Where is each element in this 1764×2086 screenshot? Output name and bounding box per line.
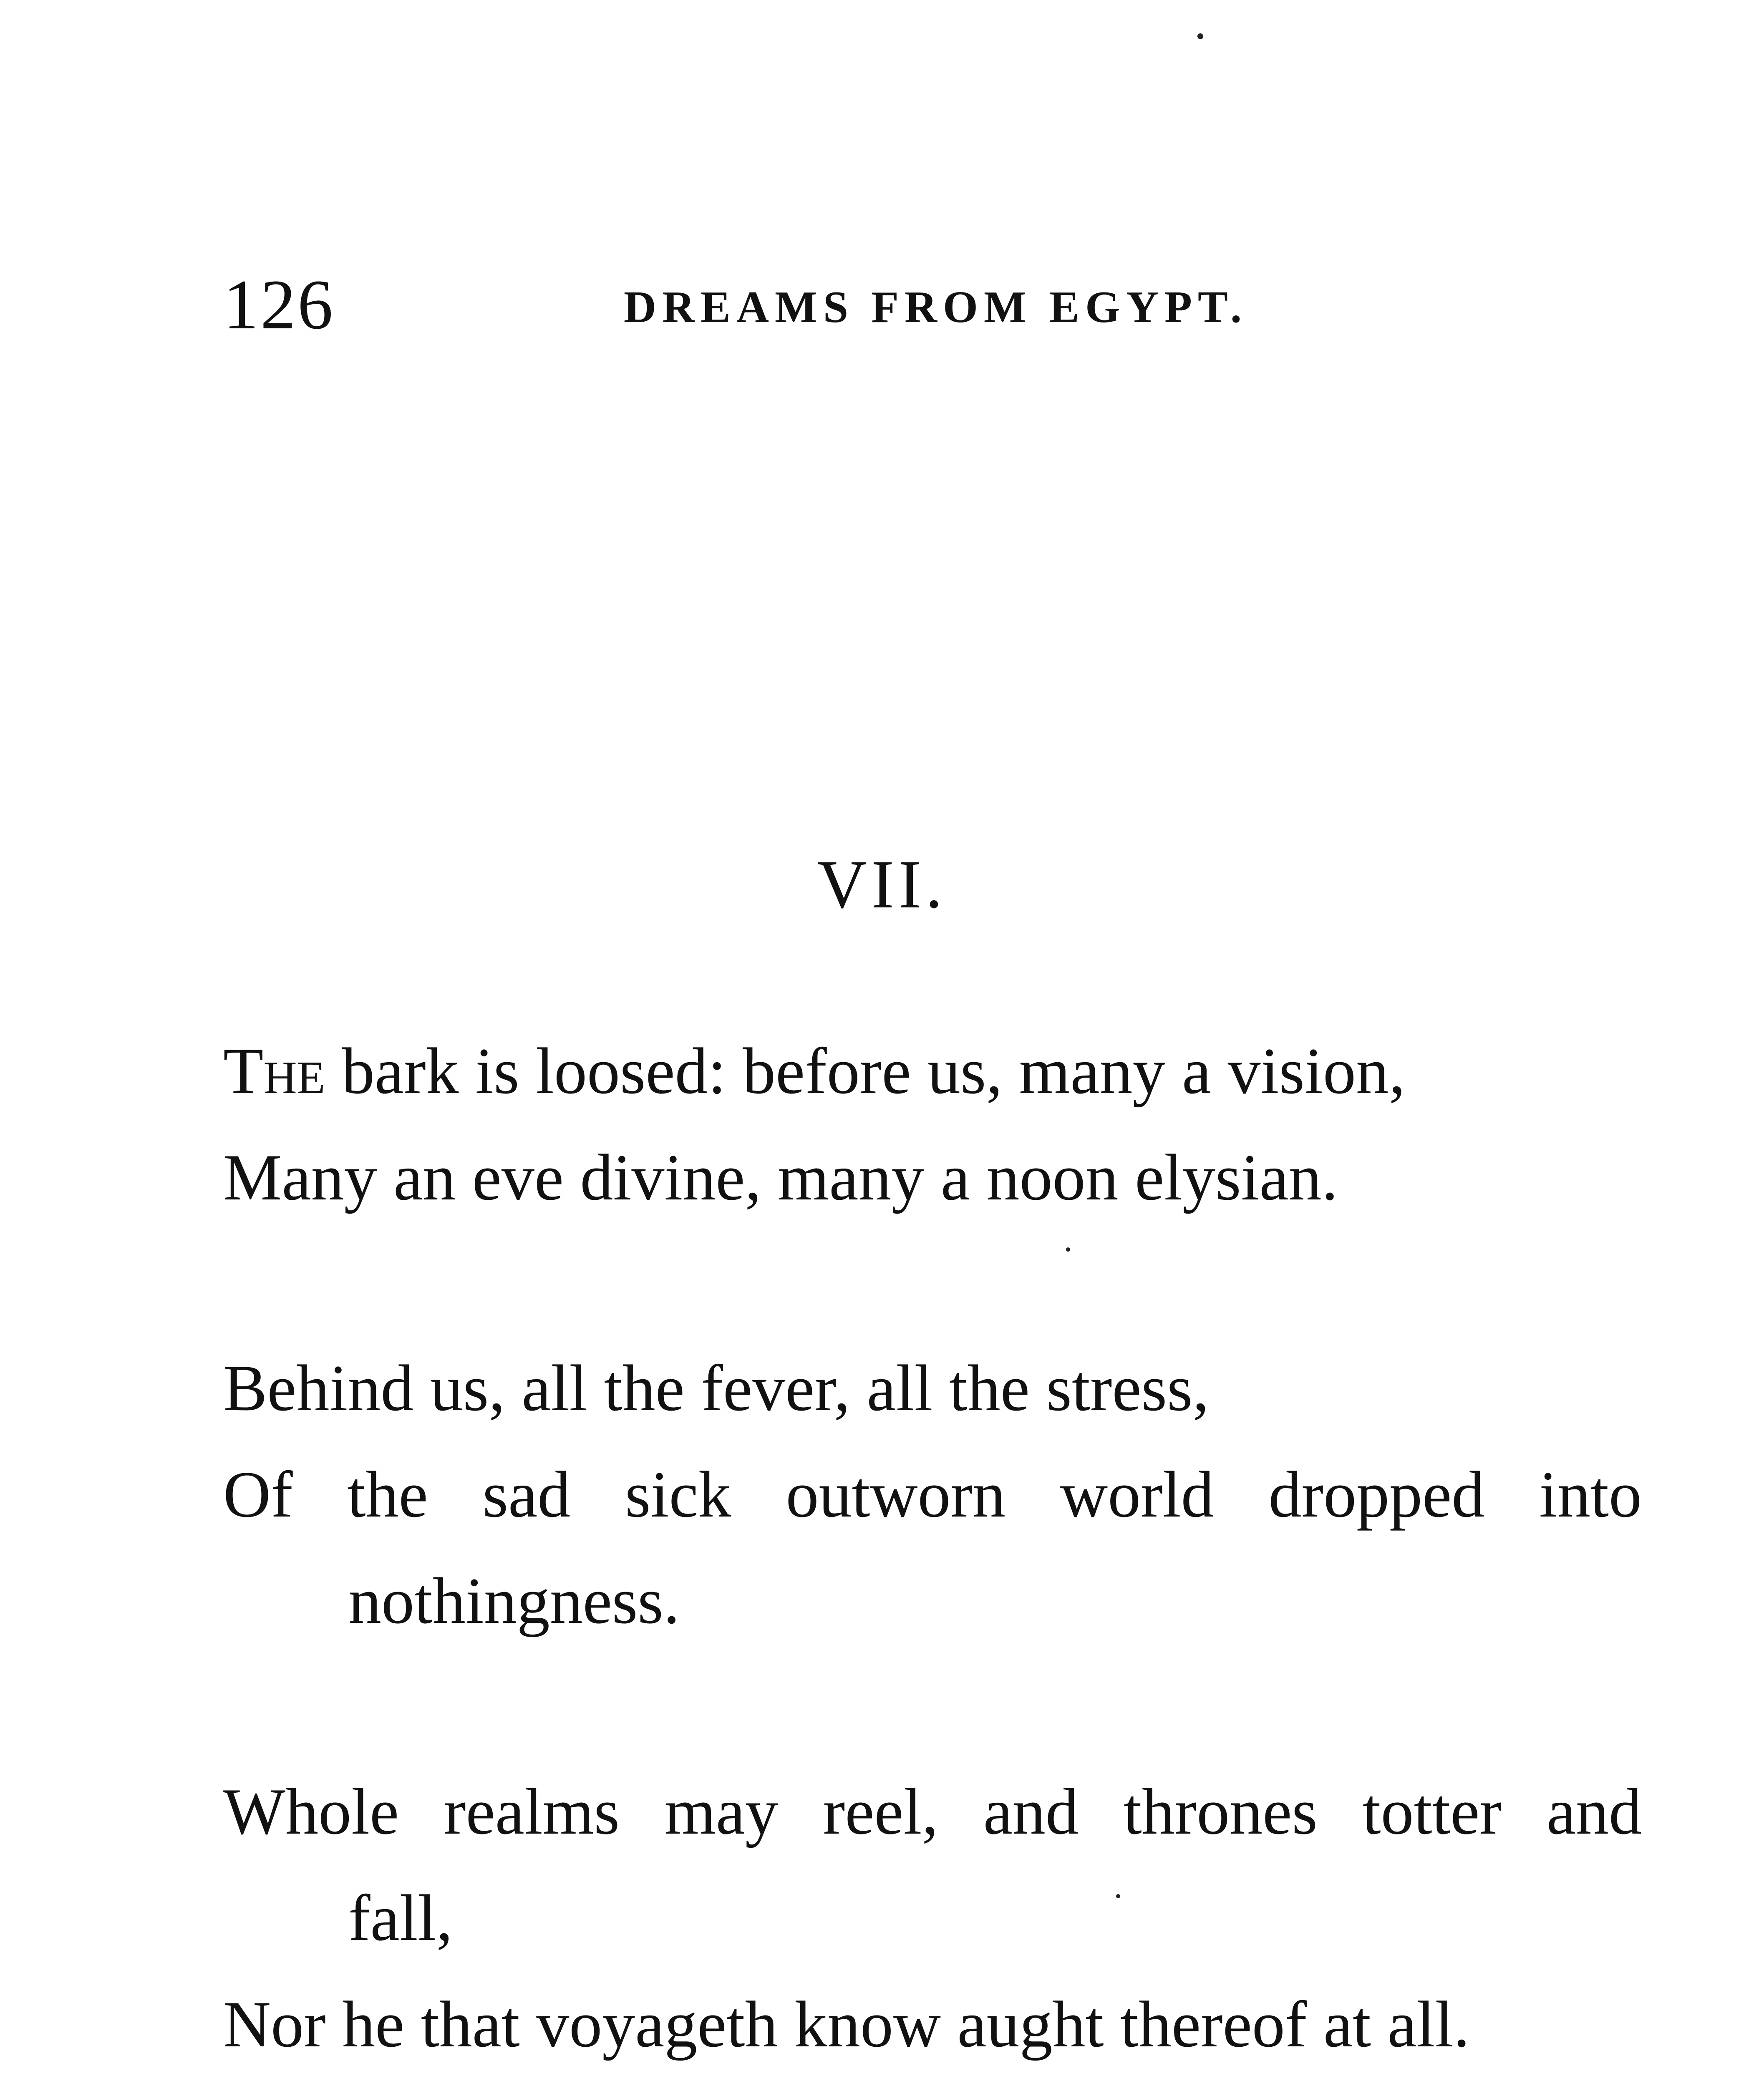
poem-line: Behind us, all the fever, all the stress,: [223, 1352, 1210, 1425]
poem-line: Many an eve divine, many a noon elysian.: [223, 1141, 1338, 1214]
stanza-1: [223, 1018, 1642, 1231]
scan-speck: [1066, 1247, 1070, 1252]
line-initial-word: The: [223, 1035, 325, 1108]
stanza-2: [223, 1335, 1642, 1654]
page-number: 126: [223, 265, 335, 344]
running-title: DREAMS FROM EGYPT.: [624, 282, 1247, 332]
scan-speck: [1116, 1894, 1120, 1898]
poem-line: Whole realms may reel, and thrones totter and: [223, 1775, 1642, 1848]
poem-line: [223, 1018, 1642, 1124]
section-title: VII.: [817, 846, 947, 922]
page-header: [223, 267, 1642, 342]
poem-line: Of the sad sick outworn world dropped into: [223, 1458, 1642, 1531]
poem-line: Nor he that voyageth know aught thereof at all.: [223, 1988, 1470, 2061]
scan-speck: [1197, 33, 1203, 39]
poem-line-continuation: nothingness.: [348, 1564, 680, 1638]
stanza-3: [223, 1758, 1642, 2078]
poem: [223, 1018, 1642, 2086]
line-text: bark is loosed: before us, many a vision,: [325, 1035, 1406, 1108]
poem-line-continuation: fall,: [348, 1882, 453, 1955]
